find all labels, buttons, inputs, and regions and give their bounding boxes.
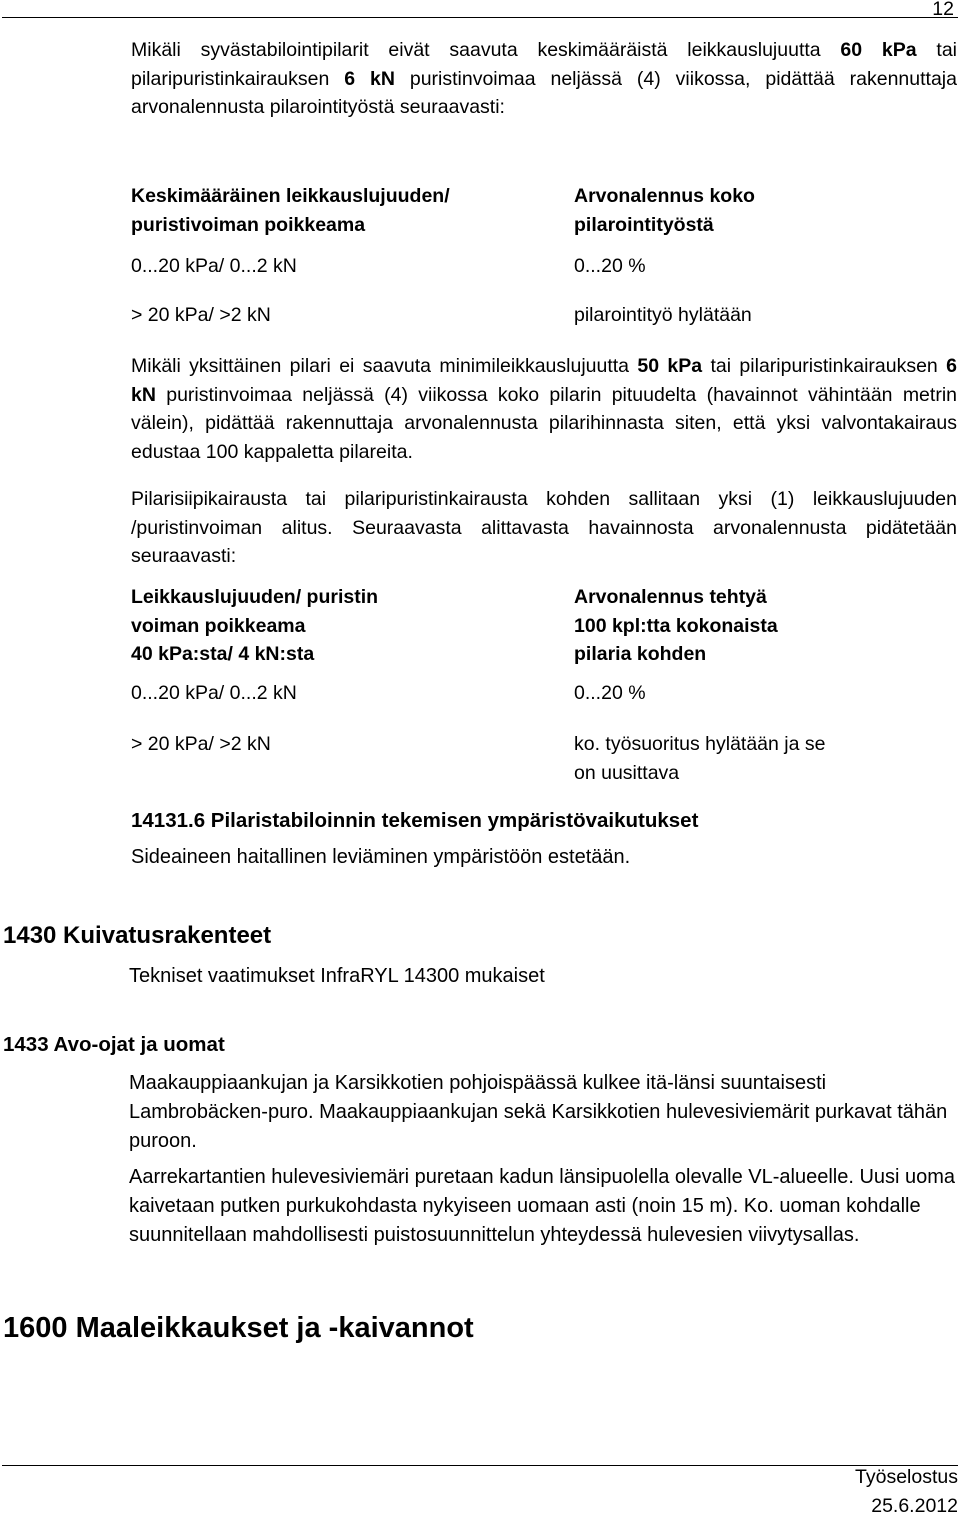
table1-header-left [131,182,450,239]
para2-bold-2: 6 kN [131,355,957,406]
table2-header-left [131,583,378,669]
table2-header-left-line: voiman poikkeama [131,614,306,637]
intro-bold-1: 60 kPa [840,39,917,61]
section-1433-title: 1433 Avo-ojat ja uomat [3,1033,225,1056]
table2-header-right [574,583,778,669]
section-1600-title: 1600 Maaleikkaukset ja -kaivannot [3,1312,474,1344]
section-1433-paragraph-1: Maakauppiaankujan ja Karsikkotien pohjoispäässä kulkee itä-länsi suuntaisesti Lambrobäcken-puro. Maakauppiaankujan sekä Karsikkotien hulevesiviemärit purkavat tähän puroon. [129,1072,948,1152]
footer-rule [2,1465,958,1466]
header-rule [2,17,958,18]
footer-doc-type: Työselostus [855,1466,958,1488]
intro-text-1: Mikäli syvästabilointipilarit eivät saavuta keskimääräistä leikkauslujuutta [131,39,841,61]
table1-header-left-line: Keskimääräinen leikkauslujuuden/ [131,185,450,207]
table2-header-right-line: Arvonalennus tehtyä [574,586,767,608]
table2-row1-left: 0...20 kPa/ 0...2 kN [131,682,297,704]
table2-row2-right [574,730,825,787]
section-14131-text: Sideaineen haitallinen leviäminen ympäristöön estetään. [131,846,631,868]
table1-row2-left: > 20 kPa/ >2 kN [131,304,271,326]
table1-header-left-line: puristivoiman poikkeama [131,213,366,236]
para2-text-2: tai pilaripuristinkairauksen [702,355,947,377]
section-1430-text: Tekniset vaatimukset InfraRYL 14300 mukaiset [129,965,545,987]
table1-row2-right: pilarointityö hylätään [574,304,752,326]
table1-row1-left: 0...20 kPa/ 0...2 kN [131,255,297,277]
page-number: 12 [932,0,954,20]
para2-text-1: Mikäli yksittäinen pilari ei saavuta minimileikkauslujuutta [131,355,638,377]
table1-header-right-line: pilarointityöstä [574,213,714,236]
intro-text-3: puristinvoimaa neljässä (4) viikossa, pidättää rakennuttaja arvonalennusta pilarointityöstä seuraavasti: [131,67,957,118]
table2-header-left-line: Leikkauslujuuden/ puristin [131,586,379,608]
footer [855,1463,958,1521]
table1-header-right-line: Arvonalennus koko [574,185,755,207]
table2-row2-left: > 20 kPa/ >2 kN [131,733,271,755]
intro-bold-2: 6 kN [344,67,395,90]
footer-date: 25.6.2012 [871,1495,958,1517]
para2-bold-1: 50 kPa [637,355,703,377]
table2-header-right-line: pilaria kohden [574,643,707,665]
paragraph-2 [131,352,957,466]
table2-row1-right: 0...20 % [574,682,646,704]
para2-text-3: puristinvoimaa neljässä (4) viikossa koko pilarin pituudelta (havainnot vähintään metrin välein), pidättää rakennuttaja arvonalennusta pilarihinnasta siten, että yksi valvontakairaus edustaa 100 kappaletta pilareita. [131,383,957,463]
table1-row1-right: 0...20 % [574,255,646,277]
section-14131-title: 14131.6 Pilaristabiloinnin tekemisen ympäristövaikutukset [131,809,699,832]
table2-row2-right-line: ko. työsuoritus hylätään ja se [574,733,826,755]
table2-row2-right-line: on uusittava [574,761,680,784]
section-1433-paragraph-2: Aarrekartantien hulevesiviemäri puretaan kadun länsipuolella olevalle VL-alueelle. Uusi uoma kaivetaan putken purkukohdasta nykyiseen uomaan asti (noin 15 m). Ko. uoman kohdalle suunnitellaan mahdollisesti puistosuunnittelun yhteydessä hulevesien viivytysallas. [129,1166,956,1246]
table1-header-right [574,182,755,239]
table2-header-right-line: 100 kpl:tta kokonaista [574,614,778,637]
table2-header-left-line: 40 kPa:sta/ 4 kN:sta [131,643,315,665]
intro-paragraph [131,36,957,122]
section-1430-title: 1430 Kuivatusrakenteet [3,922,272,949]
intro-text-2: tai pilaripuristinkairauksen [131,39,957,90]
paragraph-3: Pilarisiipikairausta tai pilaripuristinkairausta kohden sallitaan yksi (1) leikkauslujuuden /puristinvoiman alitus. Seuraavasta alittavasta havainnosta arvonalennusta pidätetään seuraavasti: [131,488,957,567]
